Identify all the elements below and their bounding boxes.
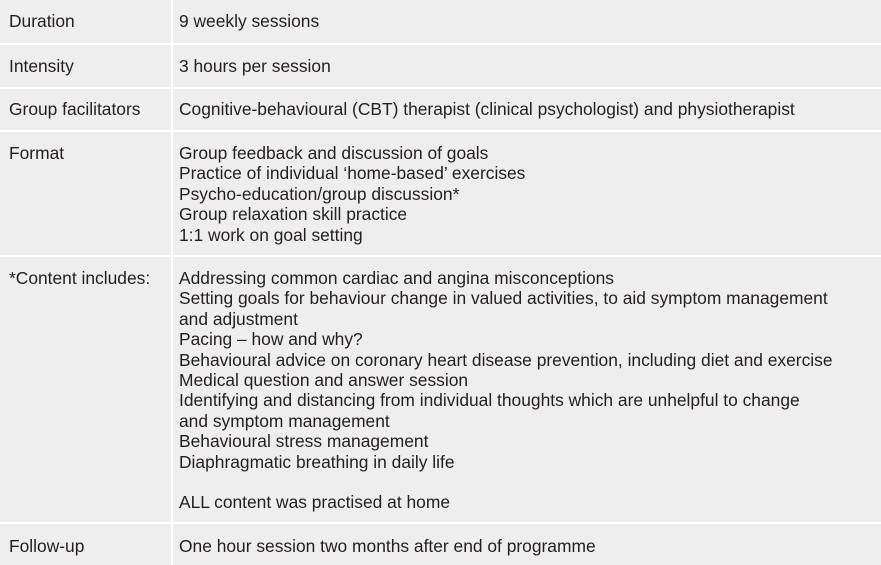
- list-item: and adjustment: [179, 308, 298, 329]
- row-value: 9 weekly sessions: [179, 11, 320, 31]
- list-item: Pacing – how and why?: [179, 329, 363, 350]
- list-item: and symptom management: [179, 410, 390, 431]
- list-item: Behavioural advice on coronary heart disease prevention, including diet and exercise: [179, 349, 833, 370]
- row-label: Duration: [9, 11, 75, 31]
- table-row-intensity: [0, 43, 881, 87]
- list-item: Practice of individual ‘home-based’ exercises: [179, 163, 526, 184]
- row-label: Group facilitators: [9, 99, 141, 119]
- row-value: One hour session two months after end of programme: [179, 536, 596, 556]
- list-item: Group relaxation skill practice: [179, 204, 408, 225]
- list-item: Setting goals for behaviour change in valued activities, to aid symptom management: [179, 288, 828, 309]
- row-value: Cognitive-behavioural (CBT) therapist (clinical psychologist) and physiotherapist: [179, 99, 795, 119]
- row-value-list: [179, 268, 833, 512]
- table-row-format: [0, 130, 881, 255]
- row-label: Format: [9, 143, 65, 163]
- row-label: Follow-up: [9, 536, 85, 556]
- list-item: Medical question and answer session: [179, 370, 469, 391]
- content-note: ALL content was practised at home: [179, 492, 450, 513]
- table-row-group-facilitators: [0, 87, 881, 130]
- list-item: Group feedback and discussion of goals: [179, 143, 489, 163]
- row-label: *Content includes:: [9, 268, 151, 288]
- list-item: Addressing common cardiac and angina misconceptions: [179, 268, 615, 288]
- list-item: Identifying and distancing from individual thoughts which are unhelpful to change: [179, 390, 800, 411]
- row-label: Intensity: [9, 56, 74, 76]
- list-item: Behavioural stress management: [179, 431, 429, 452]
- row-value: 3 hours per session: [179, 56, 331, 76]
- table-row-duration: [0, 0, 881, 43]
- list-item: 1:1 work on goal setting: [179, 224, 363, 245]
- list-item: Diaphragmatic breathing in daily life: [179, 451, 455, 472]
- table-row-follow-up: [0, 522, 881, 565]
- list-item: Psycho-education/group discussion*: [179, 183, 460, 204]
- column-divider: [171, 0, 173, 565]
- spacer: [179, 472, 833, 492]
- table-row-content-includes: [0, 255, 881, 522]
- row-value-list: [179, 143, 525, 245]
